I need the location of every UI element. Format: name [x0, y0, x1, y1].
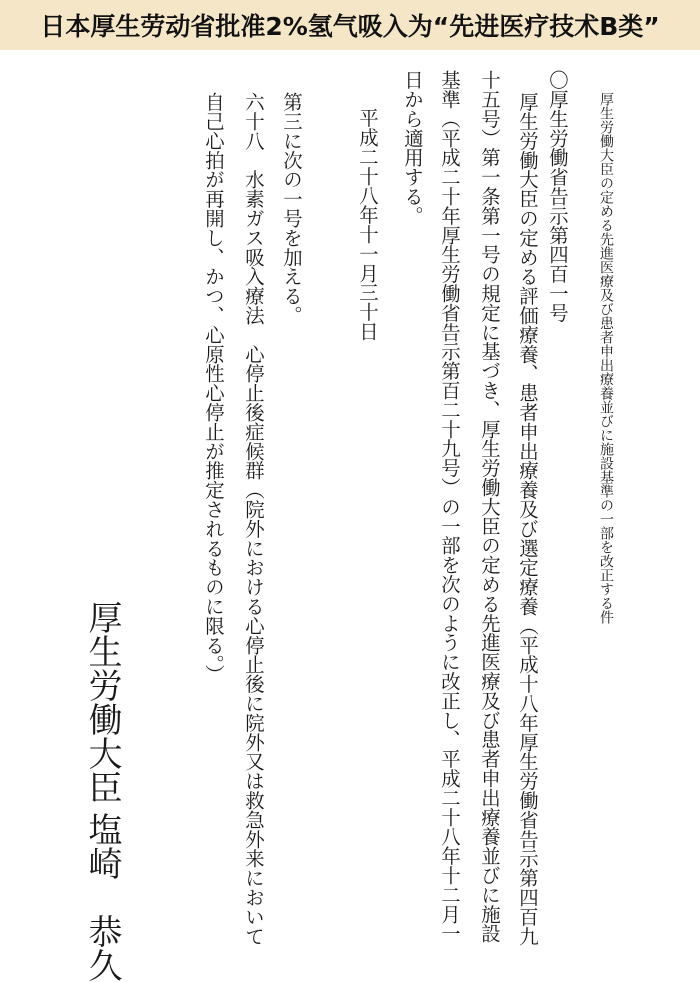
document-subject: 厚生労働大臣の定める先進医療及び患者申出療養並びに施設基準の一部を改正する件 [598, 92, 614, 624]
body-line: 基準（平成二十年厚生労働省告示第百二十九号）の一部を次のように改正し、平成二十八年十二月一 [438, 70, 461, 943]
signature-title: 厚生労働大臣 [82, 600, 122, 804]
title-banner [0, 0, 700, 50]
item-68-continued: 自己心拍が再開し、かつ、心原性心停止が推定されるものに限る。） [202, 92, 225, 684]
article-amendment: 第三に次の一号を加える。 [280, 92, 303, 325]
item-68: 六十八 水素ガス吸入療法 心停止後症候群（院外における心停止後に院外又は救急外来において [242, 92, 265, 946]
notice-date: 平成二十八年十一月三十日 [356, 108, 379, 341]
signature-name: 塩崎 恭久 [82, 812, 122, 982]
notice-number: 〇厚生労働省告示第四百一号 [546, 70, 569, 323]
body-line: 日から適用する。 [401, 70, 424, 226]
body-line: 十五号）第一条第一号の規定に基づき、厚生労働大臣の定める先進医療及び患者申出療養並びに施設 [478, 70, 501, 943]
banner-title: 日本厚生劳动省批准2%氢气吸入为“先进医疗技术B类” [40, 12, 660, 41]
body-line: 厚生労働大臣の定める評価療養、患者申出療養及び選定療養（平成十八年厚生労働省告示第四百九 [516, 92, 539, 946]
